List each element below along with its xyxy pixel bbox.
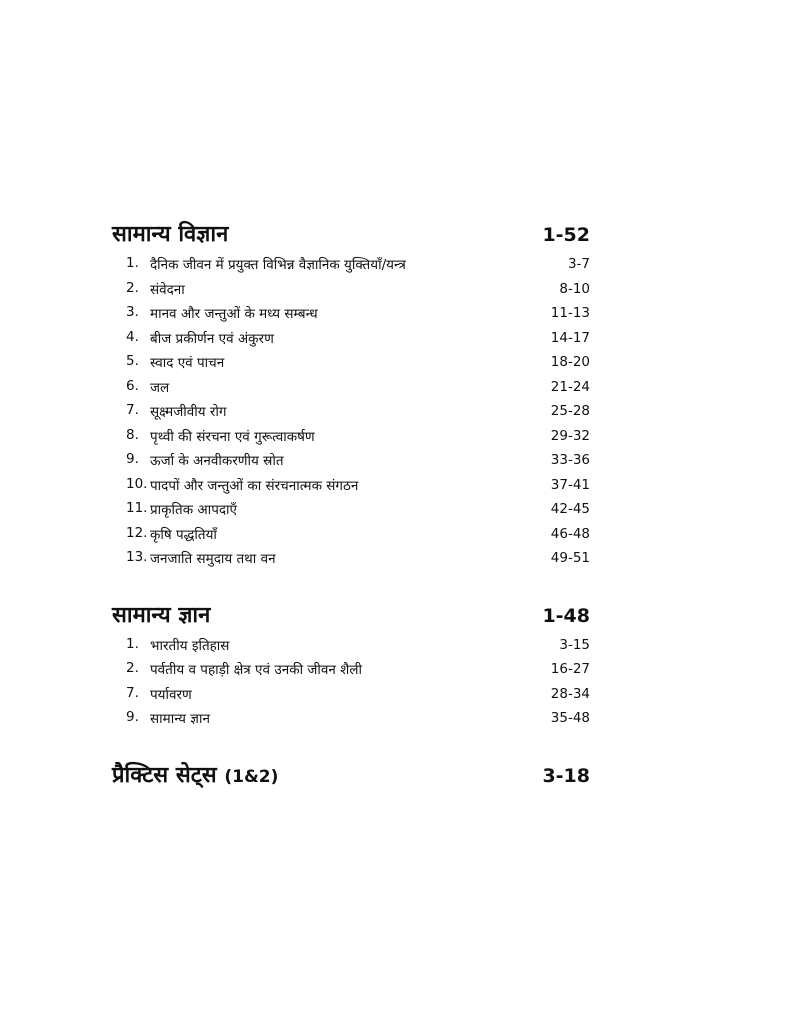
entry-title: बीज प्रकीर्णन एवं अंकुरण bbox=[150, 330, 274, 347]
entry-pages: 42-45 bbox=[550, 501, 590, 518]
entry-number: 4. bbox=[126, 328, 139, 345]
entry-title: जल bbox=[150, 379, 170, 396]
entry-pages: 14-17 bbox=[550, 329, 590, 346]
entry-number: 3. bbox=[126, 304, 139, 321]
entry-label bbox=[126, 636, 229, 654]
entry-number: 11. bbox=[126, 500, 148, 517]
entry-pages: 3-15 bbox=[559, 636, 590, 653]
entry-title: संवेदना bbox=[150, 281, 185, 298]
entry-pages: 46-48 bbox=[550, 525, 590, 542]
entry-label bbox=[126, 549, 276, 567]
section-title: सामान्य विज्ञान bbox=[112, 222, 229, 247]
entry-number: 13. bbox=[126, 549, 148, 566]
practice-title: प्रैक्टिस सेट्स bbox=[112, 762, 217, 788]
entry-title: सूक्ष्मजीवीय रोग bbox=[150, 404, 227, 421]
entry-pages: 29-32 bbox=[550, 427, 590, 444]
entry-title: ऊर्जा के अनवीकरणीय स्रोत bbox=[150, 453, 284, 470]
entry-pages: 35-48 bbox=[550, 710, 590, 727]
entry-number: 1. bbox=[126, 255, 139, 272]
entry-label bbox=[126, 255, 406, 273]
entry-title: कृषि पद्धतियाँ bbox=[150, 526, 217, 543]
toc-entry bbox=[112, 497, 590, 522]
entry-label bbox=[126, 685, 192, 703]
toc-entry bbox=[112, 301, 590, 326]
entry-list bbox=[112, 252, 590, 571]
entry-title: जनजाति समुदाय तथा वन bbox=[150, 551, 276, 568]
entry-title: स्वाद एवं पाचन bbox=[150, 355, 225, 372]
toc-entry bbox=[112, 546, 590, 571]
toc-entry bbox=[112, 657, 590, 682]
entry-title: पर्वतीय व पहाड़ी क्षेत्र एवं उनकी जीवन शैली bbox=[150, 662, 362, 679]
entry-label bbox=[126, 378, 169, 396]
section-title bbox=[112, 759, 278, 789]
entry-label bbox=[126, 451, 284, 469]
toc-entry bbox=[112, 473, 590, 498]
section-samanya-gyan bbox=[112, 599, 590, 731]
entry-number: 12. bbox=[126, 524, 148, 541]
entry-label bbox=[126, 500, 237, 518]
section-header bbox=[112, 759, 590, 789]
section-page-range: 1-52 bbox=[542, 224, 590, 246]
entry-label bbox=[126, 353, 224, 371]
toc-entry bbox=[112, 350, 590, 375]
entry-number: 8. bbox=[126, 426, 139, 443]
entry-pages: 16-27 bbox=[550, 661, 590, 678]
entry-title: मानव और जन्तुओं के मध्य सम्बन्ध bbox=[150, 306, 318, 323]
toc-entry bbox=[112, 375, 590, 400]
entry-number: 2. bbox=[126, 660, 139, 677]
section-header bbox=[112, 218, 590, 248]
entry-pages: 18-20 bbox=[550, 354, 590, 371]
entry-list bbox=[112, 633, 590, 731]
section-title: सामान्य ज्ञान bbox=[112, 602, 211, 628]
entry-pages: 28-34 bbox=[550, 685, 590, 702]
entry-title: पर्यावरण bbox=[150, 686, 192, 703]
entry-pages: 3-7 bbox=[567, 256, 590, 273]
entry-pages: 8-10 bbox=[559, 280, 590, 297]
entry-pages: 11-13 bbox=[550, 305, 590, 322]
toc-entry bbox=[112, 424, 590, 449]
entry-number: 9. bbox=[126, 451, 139, 468]
entry-title: प्राकृतिक आपदाएँ bbox=[150, 502, 237, 519]
entry-title: दैनिक जीवन में प्रयुक्त विभिन्न वैज्ञानिक युक्तियाँ/यन्त्र bbox=[150, 257, 406, 274]
table-of-contents bbox=[112, 218, 590, 817]
section-header bbox=[112, 599, 590, 629]
section-practice-sets bbox=[112, 759, 590, 789]
entry-label bbox=[126, 709, 210, 727]
entry-pages: 25-28 bbox=[550, 403, 590, 420]
entry-pages: 21-24 bbox=[550, 378, 590, 395]
entry-title: पादपों और जन्तुओं का संरचनात्मक संगठन bbox=[150, 477, 359, 494]
entry-label bbox=[126, 427, 315, 445]
entry-title: पृथ्वी की संरचना एवं गुरूत्वाकर्षण bbox=[150, 428, 315, 445]
entry-label bbox=[126, 660, 362, 678]
entry-label bbox=[126, 402, 226, 420]
entry-label bbox=[126, 329, 274, 347]
section-page-range: 3-18 bbox=[542, 764, 590, 787]
toc-entry bbox=[112, 633, 590, 658]
toc-entry bbox=[112, 522, 590, 547]
entry-number: 9. bbox=[126, 709, 139, 726]
entry-label bbox=[126, 476, 358, 494]
toc-entry bbox=[112, 326, 590, 351]
toc-entry bbox=[112, 399, 590, 424]
practice-suffix: (1&2) bbox=[224, 766, 279, 787]
entry-pages: 49-51 bbox=[550, 550, 590, 567]
entry-number: 5. bbox=[126, 353, 139, 370]
entry-number: 1. bbox=[126, 635, 139, 652]
section-samanya-vigyan bbox=[112, 218, 590, 571]
entry-number: 7. bbox=[126, 402, 139, 419]
entry-pages: 37-41 bbox=[550, 476, 590, 493]
entry-title: भारतीय इतिहास bbox=[150, 637, 230, 654]
toc-entry bbox=[112, 252, 590, 277]
entry-number: 7. bbox=[126, 684, 139, 701]
entry-number: 10. bbox=[126, 475, 148, 492]
entry-number: 2. bbox=[126, 279, 139, 296]
entry-label bbox=[126, 525, 217, 543]
toc-entry bbox=[112, 277, 590, 302]
entry-label bbox=[126, 280, 185, 298]
toc-entry bbox=[112, 448, 590, 473]
entry-title: सामान्य ज्ञान bbox=[150, 711, 210, 728]
entry-pages: 33-36 bbox=[550, 452, 590, 469]
entry-number: 6. bbox=[126, 377, 139, 394]
section-page-range: 1-48 bbox=[542, 604, 590, 627]
toc-entry bbox=[112, 706, 590, 731]
toc-entry bbox=[112, 682, 590, 707]
entry-label bbox=[126, 304, 318, 322]
